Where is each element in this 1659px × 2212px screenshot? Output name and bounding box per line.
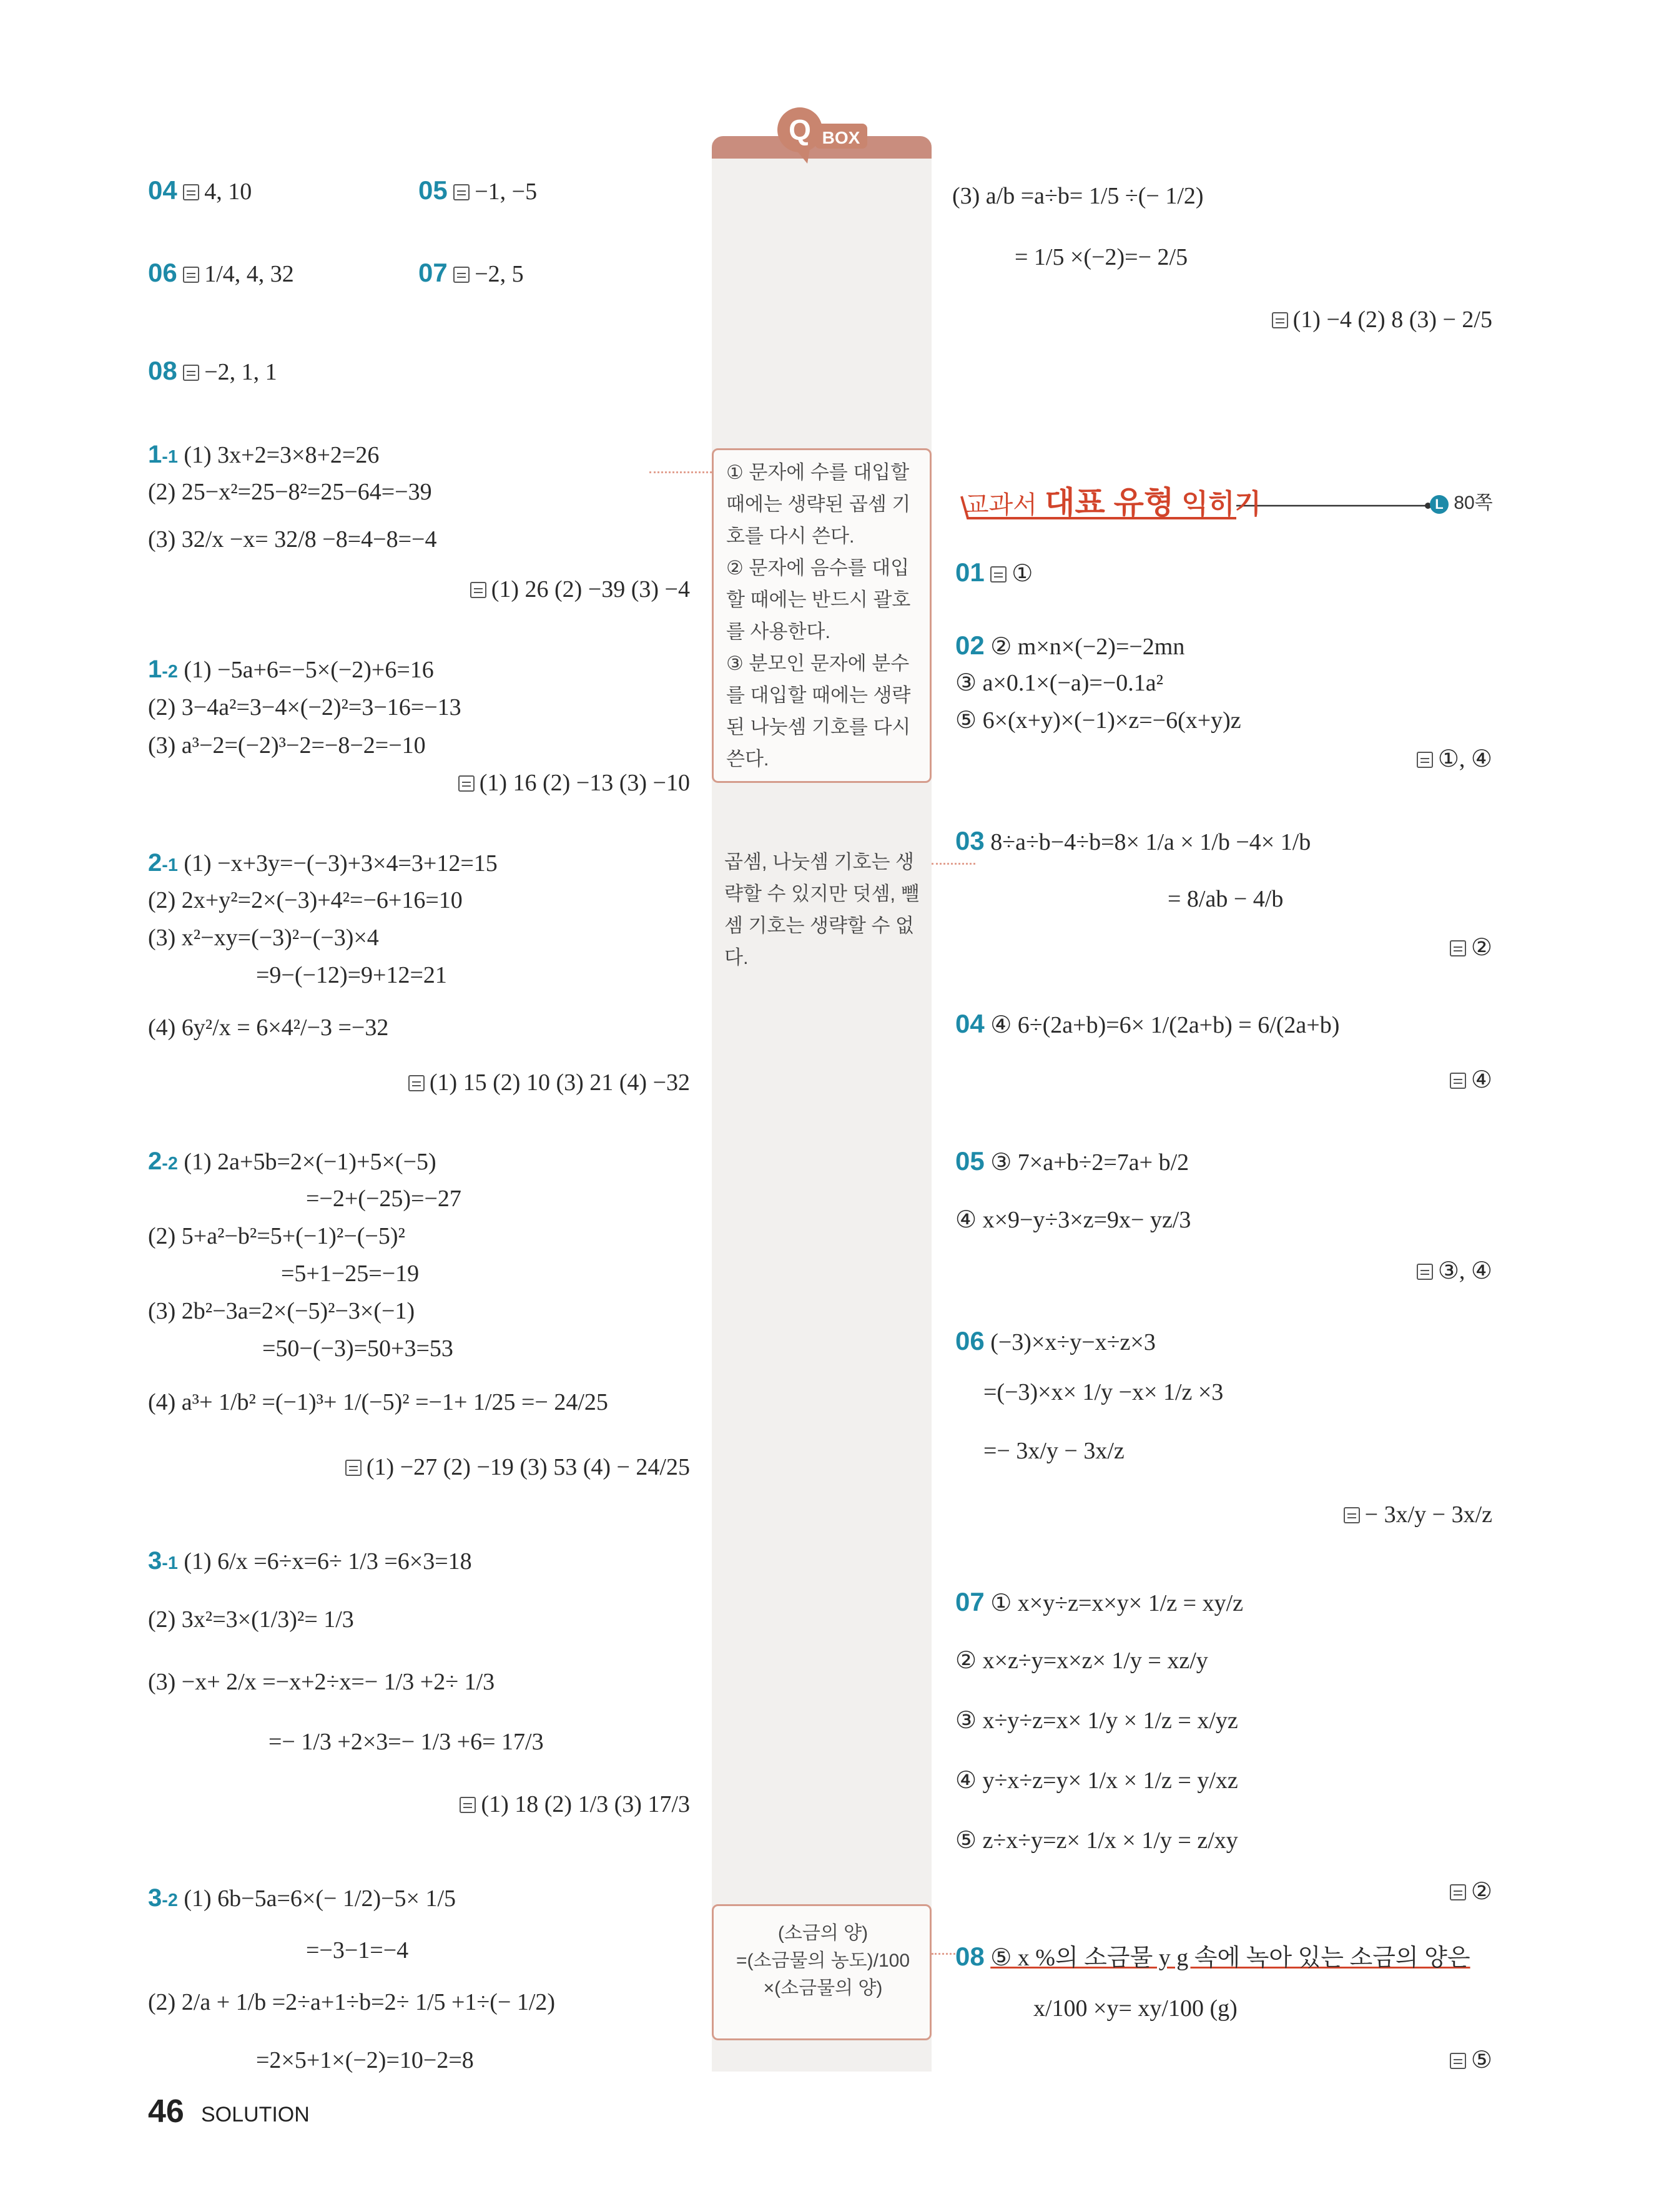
item-06-line-2: =(−3)×x× 1/y −x× 1/z ×3 bbox=[983, 1379, 1224, 1405]
answer-icon bbox=[183, 365, 199, 381]
item-06-line-3: =− 3x/y − 3x/z bbox=[983, 1438, 1125, 1464]
item-07-line-3: ③ x÷y÷z=x× 1/y × 1/z = x/yz bbox=[955, 1708, 1238, 1734]
problem-2-1-line-4: =9−(−12)=9+12=21 bbox=[256, 962, 447, 988]
problem-1-1-line-2: (2) 25−x²=25−8²=25−64=−39 bbox=[148, 479, 432, 505]
qbox-salt-2: =(소금물의 농도)/100 bbox=[736, 1950, 910, 1971]
problem-1-1-answer: (1) 26 (2) −39 (3) −4 bbox=[375, 576, 690, 603]
item-03-line-2: = 8/ab − 4/b bbox=[1168, 886, 1284, 912]
qbox-note-salt bbox=[712, 1904, 932, 2040]
qbox-note-1: ① 문자에 수를 대입할 때에는 생략된 곱셈 기호를 다시 쓴다. bbox=[726, 461, 911, 547]
answer-06: 06 1/4, 4, 32 bbox=[148, 258, 294, 287]
problem-1-2-line-2: (2) 3−4a²=3−4×(−2)²=3−16=−13 bbox=[148, 694, 461, 720]
qbox-salt-1: (소금의 양) bbox=[777, 1923, 869, 1944]
problem-2-1-line-5: (4) 6y²/x = 6×4²/−3 =−32 bbox=[148, 1015, 389, 1041]
answer-icon bbox=[460, 1797, 476, 1813]
item-05-line-2: ④ x×9−y÷3×z=9x− yz/3 bbox=[955, 1207, 1191, 1233]
right-top-line-2: = 1/5 ×(−2)=− 2/5 bbox=[1015, 244, 1188, 270]
qbox-badge bbox=[771, 105, 871, 167]
answer-icon bbox=[1272, 312, 1288, 328]
answer-icon bbox=[453, 267, 470, 283]
page-number: 46 bbox=[148, 2093, 184, 2130]
item-07-line-4: ④ y÷x÷z=y× 1/x × 1/z = y/xz bbox=[955, 1767, 1238, 1794]
problem-2-1-line-2: (2) 2x+y²=2×(−3)+4²=−6+16=10 bbox=[148, 887, 463, 913]
item-04-answer: ④ bbox=[1311, 1066, 1492, 1094]
answer-icon bbox=[990, 566, 1007, 582]
answer-icon bbox=[1450, 940, 1466, 956]
item-05-line-1: 05 ③ 7×a+b÷2=7a+ b/2 bbox=[955, 1146, 1189, 1176]
problem-3-1-line-2: (2) 3x²=3×(1/3)²= 1/3 bbox=[148, 1606, 354, 1633]
problem-2-2-line-3: (2) 5+a²−b²=5+(−1)²−(−5)² bbox=[148, 1223, 405, 1249]
problem-1-2-line-3: (3) a³−2=(−2)³−2=−8−2=−10 bbox=[148, 732, 426, 759]
answer-icon bbox=[183, 184, 199, 200]
answer-04: 04 4, 10 bbox=[148, 175, 252, 205]
problem-2-2-line-5: (3) 2b²−3a=2×(−5)²−3×(−1) bbox=[148, 1298, 415, 1324]
item-04-line-1: 04 ④ 6÷(2a+b)=6× 1/(2a+b) = 6/(2a+b) bbox=[955, 1009, 1340, 1038]
answer-icon bbox=[1417, 1264, 1433, 1280]
right-top-line-1: (3) a/b =a÷b= 1/5 ÷(− 1/2) bbox=[952, 183, 1204, 209]
answer-icon bbox=[458, 775, 475, 792]
problem-3-1-line-4: =− 1/3 +2×3=− 1/3 +6= 17/3 bbox=[268, 1729, 544, 1755]
problem-2-1-line-3: (3) x²−xy=(−3)²−(−3)×4 bbox=[148, 925, 379, 951]
problem-3-2-line-3: (2) 2/a + 1/b =2÷a+1÷b=2÷ 1/5 +1÷(− 1/2) bbox=[148, 1989, 556, 2015]
problem-2-2-answer: (1) −27 (2) −19 (3) 53 (4) − 24/25 bbox=[250, 1453, 690, 1481]
item-02-line-1: 02 ② m×n×(−2)=−2mn bbox=[955, 631, 1185, 660]
item-08-line-2: x/100 ×y= xy/100 (g) bbox=[1033, 1995, 1238, 2022]
connector-line bbox=[932, 863, 975, 865]
answer-icon bbox=[1450, 2053, 1466, 2069]
item-02-line-2: ③ a×0.1×(−a)=−0.1a² bbox=[955, 670, 1164, 696]
item-06-answer: − 3x/y − 3x/z bbox=[1249, 1501, 1492, 1528]
right-top-answer: (1) −4 (2) 8 (3) − 2/5 bbox=[1124, 306, 1492, 333]
answer-05: 05 −1, −5 bbox=[418, 175, 538, 205]
problem-2-2-line-1: 2-2 (1) 2a+5b=2×(−1)+5×(−5) bbox=[148, 1148, 436, 1175]
problem-2-2-line-2: =−2+(−25)=−27 bbox=[306, 1186, 461, 1212]
problem-3-2-line-1: 3-2 (1) 6b−5a=6×(− 1/2)−5× 1/5 bbox=[148, 1884, 456, 1912]
qbox-note-substitution bbox=[712, 448, 932, 783]
problem-2-2-line-4: =5+1−25=−19 bbox=[281, 1261, 420, 1287]
problem-3-1-line-1: 3-1 (1) 6/x =6÷x=6÷ 1/3 =6×3=18 bbox=[148, 1547, 472, 1575]
item-07-answer: ② bbox=[1311, 1878, 1492, 1905]
problem-1-1-line-1: 1-1 (1) 3x+2=3×8+2=26 bbox=[148, 441, 380, 468]
svg-text:BOX: BOX bbox=[822, 128, 860, 147]
problem-3-1-line-3: (3) −x+ 2/x =−x+2÷x=− 1/3 +2÷ 1/3 bbox=[148, 1669, 495, 1695]
answer-07: 07 −2, 5 bbox=[418, 258, 524, 287]
item-06-line-1: 06 (−3)×x÷y−x÷z×3 bbox=[955, 1326, 1156, 1355]
answer-icon bbox=[183, 267, 199, 283]
answer-icon bbox=[1450, 1073, 1466, 1089]
qbox-note-2: ② 문자에 음수를 대입할 때에는 반드시 괄호를 사용한다. bbox=[726, 557, 911, 642]
item-08-line-1: 08 ⑤ x %의 소금물 y g 속에 녹아 있는 소금의 양은 bbox=[955, 1942, 1470, 1971]
problem-2-1-line-1: 2-1 (1) −x+3y=−(−3)+3×4=3+12=15 bbox=[148, 849, 498, 877]
qbox-column bbox=[712, 142, 932, 2072]
item-01: 01 ① bbox=[955, 558, 1033, 587]
qbox-salt-3: ×(소금물의 양) bbox=[763, 1978, 883, 1998]
connector-line bbox=[649, 471, 712, 473]
answer-icon bbox=[1450, 1884, 1466, 1900]
qbox-note-symbols: 곱셈, 나눗셈 기호는 생략할 수 있지만 덧셈, 뺄셈 기호는 생략할 수 없다. bbox=[724, 851, 920, 968]
problem-3-1-answer: (1) 18 (2) 1/3 (3) 17/3 bbox=[375, 1791, 690, 1818]
answer-08: 08 −2, 1, 1 bbox=[148, 356, 277, 385]
item-07-line-5: ⑤ z÷x÷y=z× 1/x × 1/y = z/xy bbox=[955, 1827, 1238, 1854]
answer-icon bbox=[345, 1460, 362, 1476]
section-title: 교과서 대표 유형 익히기 bbox=[965, 485, 1261, 520]
item-03-line-1: 03 8÷a÷b−4÷b=8× 1/a × 1/b −4× 1/b bbox=[955, 826, 1311, 855]
problem-2-2-line-7: (4) a³+ 1/b² =(−1)³+ 1/(−5)² =−1+ 1/25 =− 24/25 bbox=[148, 1389, 608, 1415]
lesson-icon: L bbox=[1430, 495, 1449, 514]
item-08-answer: ⑤ bbox=[1311, 2047, 1492, 2074]
problem-2-2-line-6: =50−(−3)=50+3=53 bbox=[262, 1335, 453, 1362]
svg-text:Q: Q bbox=[789, 114, 811, 146]
qbox-note-3: ③ 분모인 문자에 분수를 대입할 때에는 생략된 나눗셈 기호를 다시 쓴다. bbox=[726, 652, 911, 770]
item-07-line-2: ② x×z÷y=x×z× 1/y = xz/y bbox=[955, 1648, 1208, 1674]
connector-line bbox=[932, 1953, 955, 1955]
item-07-line-1: 07 ① x×y÷z=x×y× 1/z = xy/z bbox=[955, 1587, 1244, 1616]
answer-icon bbox=[453, 184, 470, 200]
answer-icon bbox=[408, 1075, 425, 1091]
problem-1-1-line-3: (3) 32/x −x= 32/8 −8=4−8=−4 bbox=[148, 526, 437, 553]
answer-icon bbox=[1417, 752, 1433, 768]
item-03-answer: ② bbox=[1311, 934, 1492, 961]
answer-icon bbox=[1344, 1507, 1360, 1523]
footer-label: SOLUTION bbox=[201, 2103, 310, 2126]
item-05-answer: ③, ④ bbox=[1311, 1257, 1492, 1285]
section-page-ref: L 80쪽 bbox=[1430, 487, 1493, 514]
problem-3-2-line-2: =−3−1=−4 bbox=[306, 1937, 409, 1964]
item-02-line-3: ⑤ 6×(x+y)×(−1)×z=−6(x+y)z bbox=[955, 707, 1241, 734]
problem-1-2-line-1: 1-2 (1) −5a+6=−5×(−2)+6=16 bbox=[148, 656, 434, 683]
problem-3-2-line-4: =2×5+1×(−2)=10−2=8 bbox=[256, 2047, 474, 2073]
answer-icon bbox=[470, 582, 486, 598]
item-02-answer: ①, ④ bbox=[1311, 745, 1492, 773]
problem-2-1-answer: (1) 15 (2) 10 (3) 21 (4) −32 bbox=[312, 1069, 690, 1096]
problem-1-2-answer: (1) 16 (2) −13 (3) −10 bbox=[375, 769, 690, 797]
